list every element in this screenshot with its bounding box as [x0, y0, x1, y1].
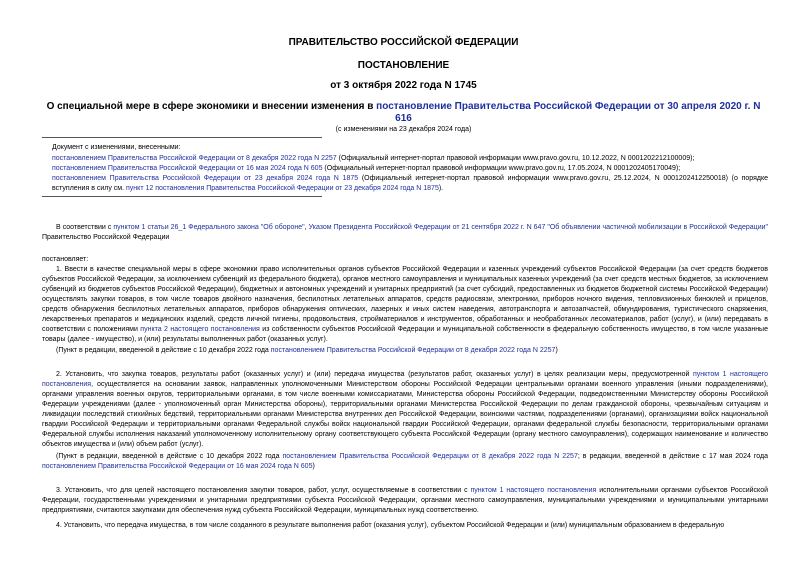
document-title: [40, 101, 767, 125]
document-type: ПОСТАНОВЛЕНИЕ: [357, 60, 450, 71]
item-3: [42, 486, 768, 516]
government-heading: ПРАВИТЕЛЬСТВО РОССИЙСКОЙ ФЕДЕРАЦИИ: [288, 37, 519, 48]
item-2-note-link-2[interactable]: постановлением Правительства Российской Федерации от 16 мая 2024 года N 605: [42, 463, 313, 470]
change-link-2[interactable]: постановлением Правительства Российской Федерации от 16 мая 2024 года N 605: [52, 165, 323, 172]
item-2: [42, 370, 768, 450]
preamble-mid: ,: [304, 224, 309, 231]
top-divider: [42, 137, 322, 138]
change-text-3: (Официальный интернет-портал правовой информации www.pravo.gov.ru, 25.12.2024, N 0001202412250018) (о порядке вступления в силу см.: [52, 175, 768, 192]
item-2-text-2: , осуществляется на основании заявок, направленных уполномоченными Министерством обороны Российской Федерации центральными органами военного управления (иными подразделениями), органами управления военных округов, территориальными органами, в том числе военными комиссариатами, Министерства обороны Российской Федерации, подведомственными Министерству обороны Российской Федерации учреждениями (далее - уполномоченный орган Министерства обороны), территориальными органами Министерства Российской Федерации по делам гражданской обороны, чрезвычайным ситуациям и ликвидации последствий стихийных бедствий, территориальными органами Министерства внутренних дел Российской Федерации, воинскими частями, подразделениями (органами), организациями войск национальной гвардии Российской Федерации и территориальными органами Федеральной службы войск национальной гвардии Российской Федерации, органами федеральной службы безопасности, территориальными органами Федеральной службы исполнения наказаний уполномоченному исполнительному органу соответствующего субъекта Российской Федерации (органу местного самоуправления), содержащих наименование и количество объектов имущества и (или) объем работ (услуг).: [42, 381, 768, 448]
edition-note: (с изменениями на 23 декабря 2024 года): [335, 126, 472, 133]
item-1-text: 1. Ввести в качестве специальной меры в сфере экономики право исполнительных органов субъектов Российской Федерации и казенных учреждений субъектов Российской Федерации (за счет средств бюджетов субъектов Российской Федерации, за исключением субвенций из федерального бюджета), органов местного самоуправления и муниципальных казенных учреждений (за счет средств местных бюджетов, за исключением субвенций из бюджетов субъектов Российской Федерации), бюджетных и автономных учреждений и унитарных предприятий (за счет субсидий, предоставленных из бюджетов бюджетной системы Российской Федерации) осуществлять закупки товаров, в том числе товаров двойного назначения, беспилотных летательных аппаратов, средств радиосвязи, электроники, приборов ночного видения, тепловизионных биноклей и прицелов, средств обнаружения беспилотных летательных аппаратов, приборов обнаружения оптических, лазерных и иных систем наведения, автотранспорта и автозапчастей, обмундирования, туристического снаряжения, лекарственных препаратов и медицинских изделий, средств личной гигиены, продовольствия, стройматериалов и инструментов, обработанных и необработанных лесоматериалов, работ (услуг), и (или) передавать в соответствии с положениями: [42, 266, 768, 333]
item-3-text: 3. Установить, что для целей настоящего постановления закупки товаров, работ, услуг, осуществляемые в соответствии с: [56, 487, 471, 494]
item-1: [42, 265, 768, 345]
preamble-end: Правительство Российской Федерации: [42, 234, 170, 241]
item-4-text: 4. Установить, что передача имущества, в том числе созданного в результате выполнения работ (оказания услуг), субъектом Российской Федерации и (или) муниципальным образованием в федеральную: [56, 522, 725, 529]
change-text-1: (Официальный интернет-портал правовой информации www.pravo.gov.ru, 10.12.2022, N 0001202212100009);: [336, 155, 695, 162]
preamble-start: В соответствии с: [56, 224, 114, 231]
change-end-3: ).: [438, 185, 444, 192]
changes-intro: Документ с изменениями, внесенными:: [52, 144, 181, 151]
item-1-text-2: из собственности субъектов Российской Федерации и муниципальной собственности в федеральную собственность имущество, в том числе указанные товары (далее - имущество), и (или) результаты выполненных работ (оказанных услуг).: [42, 326, 768, 343]
document-date-number: от 3 октября 2022 года N 1745: [330, 80, 477, 91]
preamble: [42, 223, 768, 243]
item-3-link[interactable]: пунктом 1 настоящего постановления: [470, 487, 597, 494]
changes-block: [52, 143, 768, 194]
change-entry-2: [52, 164, 768, 174]
item-2-link[interactable]: пунктом 1 настоящего постановления: [42, 371, 768, 388]
change-link-3[interactable]: постановлением Правительства Российской Федерации от 23 декабря 2024 года N 1875: [52, 175, 359, 182]
defense-law-link[interactable]: пунктом 1 статьи 26_1 Федерального закона "Об обороне": [113, 224, 305, 231]
item-2-note-mid: ; в редакции, введенной в действие с 17 мая 2024 года: [577, 453, 768, 460]
president-decree-link[interactable]: Указом Президента Российской Федерации от 21 сентября 2022 г. N 647 "Об объявлении частичной мобилизации в Российской Федерации": [308, 224, 768, 231]
item-1-note-end: ): [555, 347, 558, 354]
decrees-label: постановляет:: [42, 256, 89, 263]
title-link[interactable]: постановление Правительства Российской Федерации от 30 апреля 2020 г. N 616: [376, 101, 761, 124]
change-entry-1: [52, 154, 768, 164]
change-link-1[interactable]: постановлением Правительства Российской Федерации от 8 декабря 2022 года N 2257: [52, 155, 337, 162]
item-3-text-2: исполнительными органами субъектов Российской Федерации, государственными учреждениями и унитарными предприятиями субъекта Российской Федерации, органами местного самоуправления, муниципальными учреждениями и муниципальными унитарными предприятиями, считаются закупками для обеспечения нужд субъекта Российской Федерации, муниципальных нужд соответственно.: [42, 487, 768, 514]
title-text: О специальной мере в сфере экономики и внесении изменения в: [46, 101, 377, 112]
item-1-note-link[interactable]: постановлением Правительства Российской Федерации от 8 декабря 2022 года N 2257: [270, 347, 556, 354]
item-2-note: [42, 452, 768, 472]
item-2-note-end: ): [312, 463, 315, 470]
item-1-note: [42, 346, 768, 356]
item-1-note-start: (Пункт в редакции, введенной в действие с 10 декабря 2022 года: [56, 347, 271, 354]
item-2-text: 2. Установить, что закупка товаров, результаты работ (оказанных услуг) и (или) передача имущества (результатов работ, оказанных услуг) в целях реализации меры, предусмотренной: [56, 371, 693, 378]
item-4: [42, 521, 768, 531]
change-text-2: (Официальный интернет-портал правовой информации www.pravo.gov.ru, 17.05.2024, N 0001202405170049);: [322, 165, 681, 172]
change-link-3b[interactable]: пункт 12 постановления Правительства Российской Федерации от 23 декабря 2024 года N 1875: [126, 185, 439, 192]
change-entry-3: [52, 174, 768, 194]
bottom-divider: [42, 196, 322, 197]
item-1-link[interactable]: пункта 2 настоящего постановления: [140, 326, 260, 333]
item-2-note-start: (Пункт в редакции, введенной в действие с 10 декабря 2022 года: [56, 453, 283, 460]
item-2-note-link-1[interactable]: постановлением Правительства Российской Федерации от 8 декабря 2022 года N 2257: [282, 453, 578, 460]
